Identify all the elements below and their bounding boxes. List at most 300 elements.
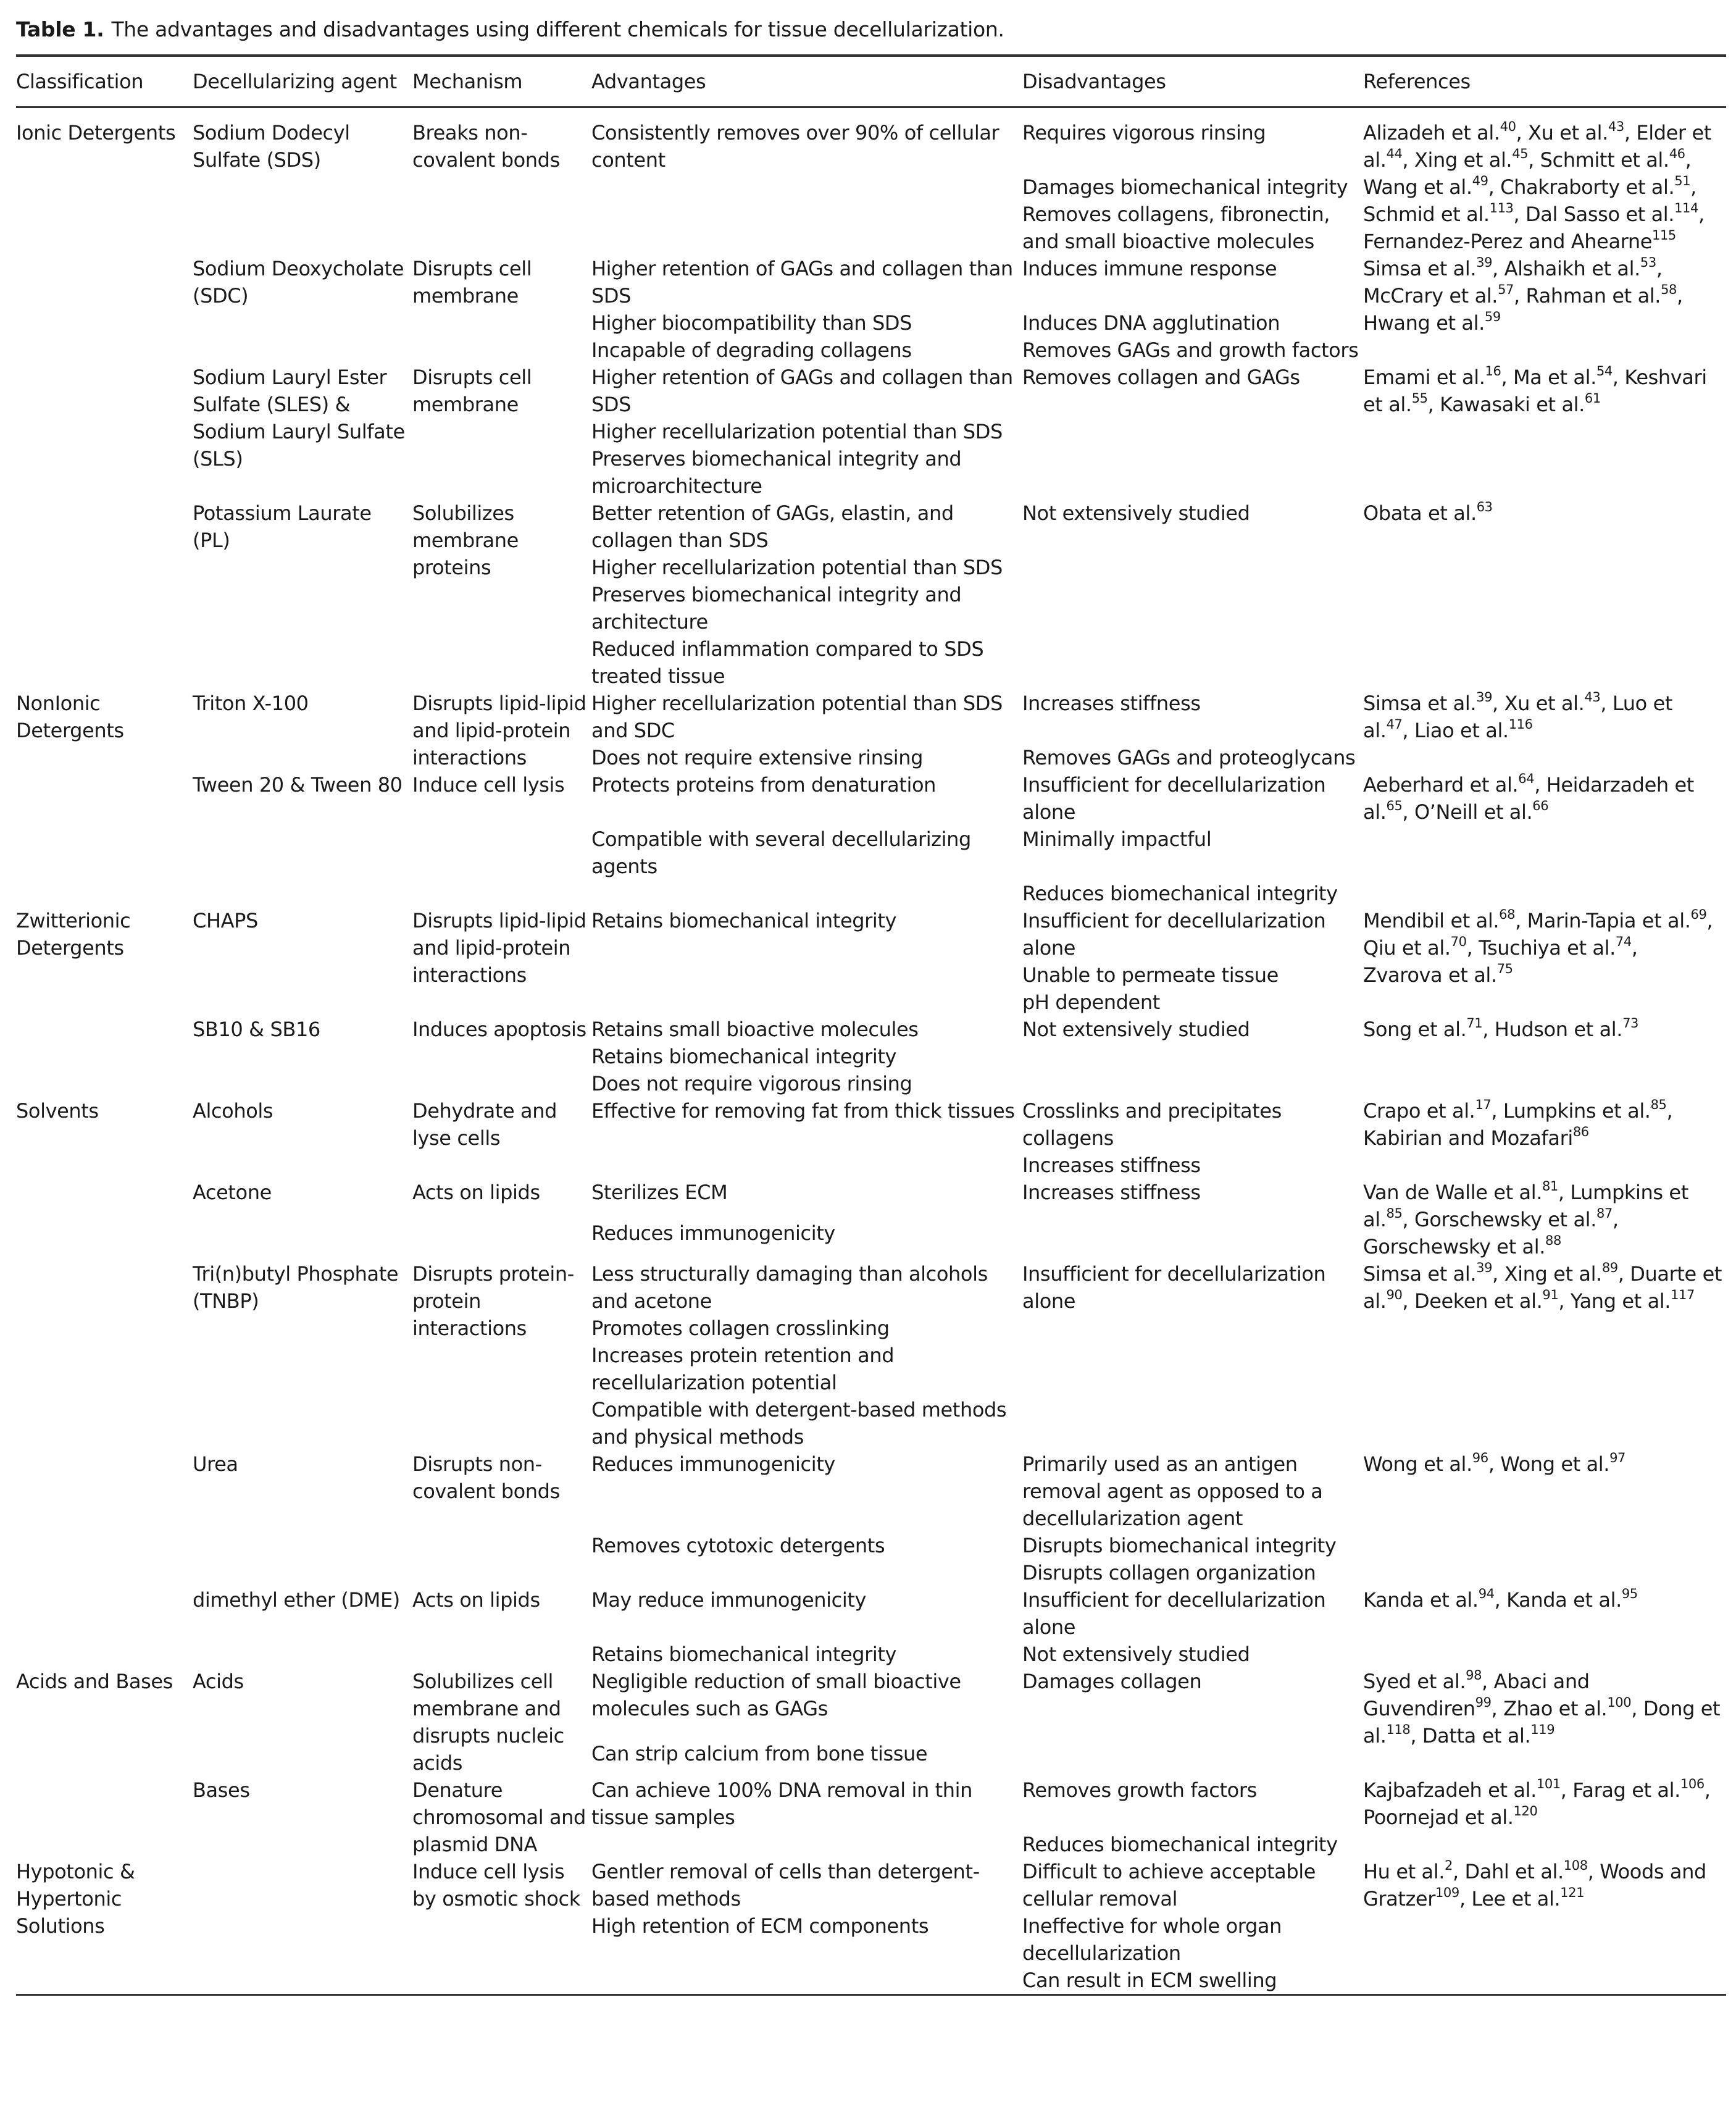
reference-number: 58: [1661, 282, 1677, 297]
references-cell: [1363, 1260, 1726, 1450]
advantage-item: Can achieve 100% DNA removal in thin tissue samples: [591, 1778, 973, 1829]
reference-author: Aeberhard et al.: [1363, 773, 1519, 797]
classification-cell: [16, 1777, 193, 1858]
reference-number: 89: [1601, 1260, 1618, 1275]
advantage-item: Sterilizes ECM: [591, 1181, 728, 1204]
agent-cell: Triton X-100: [193, 692, 309, 715]
mechanism-cell: Disrupts lipid-lipid and lipid-protein interactions: [412, 909, 586, 987]
references-cell: [1363, 500, 1726, 690]
reference-author: , Ma et al.: [1501, 366, 1596, 389]
reference-author: Van de Walle et al.: [1363, 1181, 1542, 1204]
reference-number: 119: [1530, 1722, 1555, 1737]
agent-cell: Acids: [193, 1670, 244, 1693]
reference-number: 117: [1671, 1287, 1695, 1302]
reference-number: 121: [1560, 1885, 1585, 1900]
reference-author: , Heidarzadeh et al.: [1363, 773, 1694, 824]
reference-number: 108: [1563, 1858, 1588, 1873]
reference-number: 101: [1536, 1777, 1561, 1791]
advantage-item: Higher recellularization potential than SDS and SDC: [591, 692, 1003, 742]
disadvantage-item: [1022, 1396, 1363, 1450]
reference-number: 120: [1513, 1804, 1538, 1819]
disadvantage-item: Can result in ECM swelling: [1022, 1969, 1277, 1992]
agent-cell: Bases: [193, 1778, 250, 1802]
mechanism-cell: Breaks non-covalent bonds: [412, 121, 560, 172]
reference-author: Kajbafzadeh et al.: [1363, 1778, 1537, 1802]
reference-author: , Elder et al.: [1363, 121, 1711, 172]
classification-cell: [16, 1586, 193, 1668]
agent-cell: Sodium Lauryl Ester Sulfate (SLES) & Sodium Lauryl Sulfate (SLS): [193, 366, 405, 471]
reference-author: , McCrary et al.: [1363, 257, 1663, 308]
reference-author: , Schmid et al.: [1363, 175, 1696, 226]
bottom-rule: [16, 1995, 1726, 1998]
reference-number: 66: [1532, 798, 1549, 813]
reference-number: 43: [1584, 690, 1601, 705]
references-cell: [1363, 364, 1726, 500]
mechanism-cell: Disrupts cell membrane: [412, 366, 532, 416]
reference-author: Alizadeh et al.: [1363, 121, 1500, 144]
reference-author: , Schmitt et al.: [1528, 148, 1669, 172]
table-caption-text: The advantages and disadvantages using different chemicals for tissue decellularization.: [111, 17, 1004, 41]
reference-author: , Hudson et al.: [1482, 1018, 1623, 1041]
advantage-item: Higher retention of GAGs and collagen than SDS: [591, 257, 1013, 308]
reference-number: 74: [1615, 934, 1632, 949]
disadvantage-item: Insufficient for decellularization alone: [1022, 1262, 1326, 1313]
reference-author: , Abaci and Guvendiren: [1363, 1670, 1590, 1720]
reference-author: Mendibil et al.: [1363, 909, 1500, 932]
agent-cell: Tri(n)butyl Phosphate (TNBP): [193, 1262, 399, 1313]
disadvantage-item: Unable to permeate tissue: [1022, 963, 1279, 987]
advantage-item: Reduces immunogenicity: [591, 1221, 835, 1245]
reference-number: 53: [1640, 255, 1656, 270]
advantage-item: [591, 1967, 1022, 1995]
agent-cell: SB10 & SB16: [193, 1018, 320, 1041]
header-row: [16, 56, 1726, 107]
reference-number: 100: [1607, 1695, 1632, 1710]
advantage-item: [591, 989, 1022, 1016]
advantage-item: Less structurally damaging than alcohols and acetone: [591, 1262, 988, 1313]
disadvantage-item: Minimally impactful: [1022, 827, 1212, 851]
table-body: [16, 107, 1726, 1995]
mechanism-cell: Solubilizes cell membrane and disrupts nucleic acids: [412, 1670, 564, 1775]
table-row: [16, 1260, 1726, 1315]
agent-cell: dimethyl ether (DME): [193, 1588, 400, 1612]
mechanism-cell: Disrupts protein-protein interactions: [412, 1262, 574, 1340]
decellularization-table: [16, 54, 1726, 1997]
reference-number: 97: [1609, 1450, 1625, 1465]
reference-number: 85: [1650, 1097, 1667, 1112]
header-disadvantages: Disadvantages: [1022, 70, 1166, 93]
reference-author: , Xing et al.: [1402, 148, 1513, 172]
reference-number: 46: [1669, 146, 1685, 161]
references-cell: [1363, 1858, 1726, 1995]
classification-cell: [16, 1179, 193, 1260]
reference-number: 64: [1518, 771, 1535, 786]
references-cell: [1363, 1668, 1726, 1777]
disadvantage-item: Damages collagen: [1022, 1670, 1202, 1693]
agent-cell: Acetone: [193, 1181, 272, 1204]
reference-author: Emami et al.: [1363, 366, 1485, 389]
reference-number: 54: [1596, 364, 1613, 379]
disadvantage-item: Ineffective for whole organ decellularization: [1022, 1914, 1282, 1965]
reference-number: 85: [1386, 1206, 1403, 1221]
advantage-item: [591, 1559, 1022, 1586]
disadvantage-item: Not extensively studied: [1022, 501, 1250, 525]
reference-author: Syed et al.: [1363, 1670, 1466, 1693]
reference-number: 40: [1500, 119, 1516, 134]
disadvantage-item: Not extensively studied: [1022, 1643, 1250, 1666]
disadvantage-item: Reduces biomechanical integrity: [1022, 882, 1338, 905]
reference-number: 113: [1489, 201, 1514, 216]
reference-author: Obata et al.: [1363, 501, 1477, 525]
reference-author: Simsa et al.: [1363, 1262, 1477, 1286]
advantage-item: Compatible with several decellularizing agents: [591, 827, 971, 878]
advantage-item: Retains biomechanical integrity: [591, 909, 897, 932]
reference-number: 69: [1690, 907, 1707, 922]
table-row: [16, 107, 1726, 174]
reference-number: 81: [1542, 1179, 1558, 1194]
mechanism-cell: Dehydrate and lyse cells: [412, 1099, 557, 1150]
classification-cell: Solvents: [16, 1099, 99, 1123]
header-advantages: Advantages: [591, 70, 706, 93]
classification-cell: [16, 364, 193, 500]
mechanism-cell: Induce cell lysis by osmotic shock: [412, 1860, 580, 1911]
reference-number: 99: [1475, 1695, 1492, 1710]
classification-cell: Zwitterionic Detergents: [16, 909, 131, 960]
reference-number: 109: [1435, 1885, 1459, 1900]
references-cell: [1363, 1777, 1726, 1858]
table-row: [16, 1016, 1726, 1043]
mechanism-cell: Denature chromosomal and plasmid DNA: [412, 1778, 586, 1856]
advantage-item: Gentler removal of cells than detergent-based methods: [591, 1860, 980, 1911]
advantage-item: Removes cytotoxic detergents: [591, 1534, 885, 1557]
disadvantage-item: [1022, 418, 1363, 445]
reference-author: , Gorschewsky et al.: [1402, 1208, 1596, 1231]
reference-author: , Luo et al.: [1363, 692, 1673, 742]
reference-author: , Tsuchiya et al.: [1466, 936, 1616, 960]
advantage-item: Retains small bioactive molecules: [591, 1018, 919, 1041]
agent-cell: Sodium Deoxycholate (SDC): [193, 257, 404, 308]
advantage-item: Retains biomechanical integrity: [591, 1045, 897, 1068]
reference-author: , Lumpkins et al.: [1363, 1181, 1688, 1231]
disadvantage-item: Damages biomechanical integrity: [1022, 175, 1348, 199]
classification-cell: [16, 1016, 193, 1097]
mechanism-cell: Solubilizes membrane proteins: [412, 501, 519, 579]
reference-author: , O’Neill et al.: [1402, 800, 1533, 824]
disadvantage-item: Disrupts collagen organization: [1022, 1561, 1316, 1584]
classification-cell: Ionic Detergents: [16, 121, 176, 144]
table-row: [16, 1450, 1726, 1532]
reference-author: , Duarte et al.: [1363, 1262, 1722, 1313]
reference-author: , Gorschewsky et al.: [1363, 1208, 1619, 1258]
advantage-item: Retains biomechanical integrity: [591, 1643, 897, 1666]
header-agent: Decellularizing agent: [193, 70, 397, 93]
reference-author: , Marin-Tapia et al.: [1515, 909, 1691, 932]
advantage-item: Higher recellularization potential than SDS: [591, 420, 1003, 443]
disadvantage-item: Removes GAGs and proteoglycans: [1022, 746, 1356, 769]
references-cell: [1363, 1179, 1726, 1260]
table-row: [16, 364, 1726, 418]
advantage-item: [591, 961, 1022, 989]
advantage-item: Preserves biomechanical integrity and architecture: [591, 583, 962, 634]
advantage-item: Higher biocompatibility than SDS: [591, 311, 912, 335]
advantage-item: Negligible reduction of small bioactive molecules such as GAGs: [591, 1670, 961, 1720]
reference-author: , Xing et al.: [1492, 1262, 1602, 1286]
reference-author: , Kawasaki et al.: [1427, 393, 1585, 416]
reference-number: 16: [1485, 364, 1501, 379]
table-row: [16, 500, 1726, 554]
disadvantage-item: [1022, 635, 1363, 690]
reference-number: 116: [1508, 717, 1533, 732]
advantage-item: Higher recellularization potential than SDS: [591, 556, 1003, 579]
advantage-item: Protects proteins from denaturation: [591, 773, 937, 797]
table-row: [16, 1777, 1726, 1831]
reference-number: 94: [1478, 1586, 1495, 1601]
advantage-item: High retention of ECM components: [591, 1914, 929, 1938]
disadvantage-item: [1022, 1043, 1363, 1070]
reference-number: 44: [1386, 146, 1403, 161]
reference-author: , Chakraborty et al.: [1488, 175, 1675, 199]
agent-cell: Urea: [193, 1452, 238, 1476]
reference-number: 43: [1608, 119, 1624, 134]
reference-number: 39: [1476, 255, 1493, 270]
disadvantage-item: Primarily used as an antigen removal agent as opposed to a decellularization agent: [1022, 1452, 1323, 1530]
advantage-item: Reduces immunogenicity: [591, 1452, 835, 1476]
classification-cell: Acids and Bases: [16, 1670, 173, 1693]
reference-author: , Poornejad et al.: [1363, 1778, 1711, 1829]
agent-cell: CHAPS: [193, 909, 258, 932]
advantage-item: [591, 174, 1022, 201]
reference-author: , Keshvari et al.: [1363, 366, 1707, 416]
reference-number: 49: [1472, 174, 1488, 188]
disadvantage-item: Removes collagens, fibronectin, and small bioactive molecules: [1022, 203, 1330, 253]
reference-number: 118: [1386, 1722, 1411, 1737]
reference-number: 115: [1652, 228, 1676, 243]
disadvantage-item: Removes collagen and GAGs: [1022, 366, 1300, 389]
reference-author: , Dong et al.: [1363, 1697, 1721, 1748]
references-cell: [1363, 1450, 1726, 1586]
classification-cell: NonIonic Detergents: [16, 692, 124, 742]
table-row: [16, 771, 1726, 826]
reference-number: 57: [1498, 282, 1514, 297]
agent-cell: Potassium Laurate (PL): [193, 501, 372, 552]
reference-author: , Zhao et al.: [1491, 1697, 1608, 1720]
reference-number: 75: [1496, 961, 1513, 976]
disadvantage-item: [1022, 1740, 1363, 1777]
references-cell: [1363, 771, 1726, 907]
advantage-item: Effective for removing fat from thick tissues: [591, 1099, 1015, 1123]
reference-author: Wong et al.: [1363, 1452, 1472, 1476]
reference-author: Simsa et al.: [1363, 257, 1477, 280]
mechanism-cell: Disrupts non-covalent bonds: [412, 1452, 560, 1503]
reference-author: , Rahman et al.: [1513, 284, 1661, 308]
advantage-item: Can strip calcium from bone tissue: [591, 1742, 928, 1766]
reference-author: , Woods and Gratzer: [1363, 1860, 1706, 1911]
reference-number: 106: [1680, 1777, 1705, 1791]
reference-author: , Zvarova et al.: [1363, 936, 1638, 987]
disadvantage-item: [1022, 1315, 1363, 1342]
header-classification: Classification: [16, 70, 144, 93]
disadvantage-item: [1022, 445, 1363, 500]
reference-number: 39: [1476, 690, 1493, 705]
reference-number: 98: [1466, 1668, 1482, 1683]
reference-number: 65: [1386, 798, 1403, 813]
classification-cell: [16, 771, 193, 907]
advantage-item: Promotes collagen crosslinking: [591, 1316, 890, 1340]
table-row: [16, 690, 1726, 744]
mechanism-cell: Disrupts cell membrane: [412, 257, 532, 308]
reference-number: 95: [1621, 1586, 1638, 1601]
references-cell: [1363, 1097, 1726, 1179]
references-cell: [1363, 907, 1726, 1016]
disadvantage-item: Disrupts biomechanical integrity: [1022, 1534, 1337, 1557]
reference-author: Song et al.: [1363, 1018, 1467, 1041]
reference-author: Hu et al.: [1363, 1860, 1445, 1883]
advantage-item: Preserves biomechanical integrity and microarchitecture: [591, 447, 962, 498]
reference-author: , Dahl et al.: [1452, 1860, 1564, 1883]
references-cell: [1363, 255, 1726, 364]
classification-cell: [16, 255, 193, 364]
reference-author: , Dal Sasso et al.: [1513, 203, 1675, 226]
reference-author: , Xu et al.: [1492, 692, 1585, 715]
reference-author: , Yang et al.: [1558, 1289, 1671, 1313]
header-mechanism: Mechanism: [412, 70, 523, 93]
reference-number: 68: [1499, 907, 1516, 922]
reference-number: 71: [1466, 1016, 1483, 1031]
disadvantage-item: Increases stiffness: [1022, 1153, 1201, 1177]
agent-cell: [193, 1858, 412, 1995]
disadvantage-item: Induces immune response: [1022, 257, 1277, 280]
reference-author: , Wong et al.: [1488, 1452, 1610, 1476]
table-row: [16, 1586, 1726, 1641]
reference-author: Crapo et al.: [1363, 1099, 1475, 1123]
advantage-item: Compatible with detergent-based methods and physical methods: [591, 1398, 1007, 1449]
disadvantage-item: Induces DNA agglutination: [1022, 311, 1280, 335]
advantage-item: [591, 1831, 1022, 1858]
advantage-item: May reduce immunogenicity: [591, 1588, 867, 1612]
reference-number: 61: [1584, 391, 1601, 406]
table-row: [16, 255, 1726, 309]
classification-cell: [16, 500, 193, 690]
advantage-item: Does not require vigorous rinsing: [591, 1072, 912, 1095]
table-row: [16, 1858, 1726, 1912]
reference-number: 91: [1542, 1287, 1559, 1302]
reference-author: Kanda et al.: [1363, 1588, 1479, 1612]
reference-author: , Kanda et al.: [1494, 1588, 1622, 1612]
table-row: [16, 1097, 1726, 1152]
agent-cell: Sodium Dodecyl Sulfate (SDS): [193, 121, 350, 172]
disadvantage-item: Increases stiffness: [1022, 1181, 1201, 1204]
classification-cell: Hypotonic & Hypertonic Solutions: [16, 1860, 135, 1938]
disadvantage-item: Insufficient for decellularization alone: [1022, 1588, 1326, 1639]
table-footer-rule: [16, 1995, 1726, 1998]
reference-author: , Lumpkins et al.: [1491, 1099, 1651, 1123]
reference-number: 96: [1472, 1450, 1488, 1465]
reference-author: , Fernandez-Perez and Ahearne: [1363, 203, 1705, 253]
reference-author: , Farag et al.: [1560, 1778, 1680, 1802]
reference-number: 88: [1545, 1233, 1561, 1248]
advantage-item: [591, 1152, 1022, 1179]
mechanism-cell: Acts on lipids: [412, 1588, 540, 1612]
reference-number: 51: [1674, 174, 1691, 188]
disadvantage-item: Crosslinks and precipitates collagens: [1022, 1099, 1282, 1150]
references-cell: [1363, 690, 1726, 771]
advantage-item: Incapable of degrading collagens: [591, 338, 912, 362]
advantage-item: [591, 880, 1022, 907]
reference-number: 39: [1476, 1260, 1493, 1275]
reference-author: , Alshaikh et al.: [1492, 257, 1640, 280]
reference-number: 2: [1445, 1858, 1453, 1873]
mechanism-cell: Induce cell lysis: [412, 773, 565, 797]
table-header: [16, 56, 1726, 107]
reference-author: , Kabirian and Mozafari: [1363, 1099, 1673, 1150]
reference-author: , Xu et al.: [1516, 121, 1608, 144]
disadvantage-item: [1022, 1342, 1363, 1396]
references-cell: [1363, 1016, 1726, 1097]
disadvantage-item: Insufficient for decellularization alone: [1022, 909, 1326, 960]
advantage-item: [591, 201, 1022, 255]
reference-number: 73: [1622, 1016, 1638, 1031]
agent-cell: Tween 20 & Tween 80: [193, 773, 403, 797]
disadvantage-item: Not extensively studied: [1022, 1018, 1250, 1041]
references-cell: [1363, 1586, 1726, 1668]
disadvantage-item: [1022, 554, 1363, 581]
reference-number: 70: [1450, 934, 1467, 949]
table-caption: [16, 16, 1719, 43]
disadvantage-item: Insufficient for decellularization alone: [1022, 773, 1326, 824]
advantage-item: Reduced inflammation compared to SDS treated tissue: [591, 637, 984, 688]
reference-author: , Hwang et al.: [1363, 284, 1683, 335]
reference-number: 86: [1572, 1124, 1589, 1139]
reference-author: , Deeken et al.: [1402, 1289, 1543, 1313]
reference-number: 63: [1476, 500, 1493, 514]
reference-number: 47: [1386, 717, 1403, 732]
classification-cell: [16, 1260, 193, 1450]
mechanism-cell: Acts on lipids: [412, 1181, 540, 1204]
table-row: [16, 1179, 1726, 1220]
disadvantage-item: Difficult to achieve acceptable cellular removal: [1022, 1860, 1316, 1911]
reference-number: 87: [1596, 1206, 1613, 1221]
advantage-item: Increases protein retention and recellularization potential: [591, 1344, 895, 1394]
reference-number: 59: [1484, 309, 1501, 324]
advantage-item: Consistently removes over 90% of cellular content: [591, 121, 999, 172]
advantage-item: Does not require extensive rinsing: [591, 746, 924, 769]
reference-number: 45: [1512, 146, 1529, 161]
disadvantage-item: [1022, 1220, 1363, 1260]
disadvantage-item: Reduces biomechanical integrity: [1022, 1833, 1338, 1856]
advantage-item: Better retention of GAGs, elastin, and collagen than SDS: [591, 501, 954, 552]
disadvantage-item: [1022, 1070, 1363, 1097]
reference-author: , Lee et al.: [1459, 1887, 1561, 1911]
reference-author: , Wang et al.: [1363, 148, 1692, 199]
disadvantage-item: pH dependent: [1022, 990, 1160, 1014]
reference-author: Simsa et al.: [1363, 692, 1477, 715]
classification-cell: [16, 1450, 193, 1586]
disadvantage-item: Removes GAGs and growth factors: [1022, 338, 1359, 362]
advantage-item: Higher retention of GAGs and collagen than SDS: [591, 366, 1013, 416]
reference-author: , Liao et al.: [1402, 719, 1509, 742]
reference-number: 90: [1386, 1287, 1403, 1302]
table-row: [16, 907, 1726, 961]
mechanism-cell: Disrupts lipid-lipid and lipid-protein interactions: [412, 692, 586, 769]
disadvantage-item: [1022, 581, 1363, 635]
reference-number: 17: [1475, 1097, 1492, 1112]
reference-number: 114: [1674, 201, 1698, 216]
table-row: [16, 1668, 1726, 1740]
references-cell: [1363, 107, 1726, 256]
reference-author: , Qiu et al.: [1363, 909, 1713, 960]
disadvantage-item: Requires vigorous rinsing: [1022, 121, 1266, 144]
reference-author: , Datta et al.: [1410, 1724, 1531, 1748]
